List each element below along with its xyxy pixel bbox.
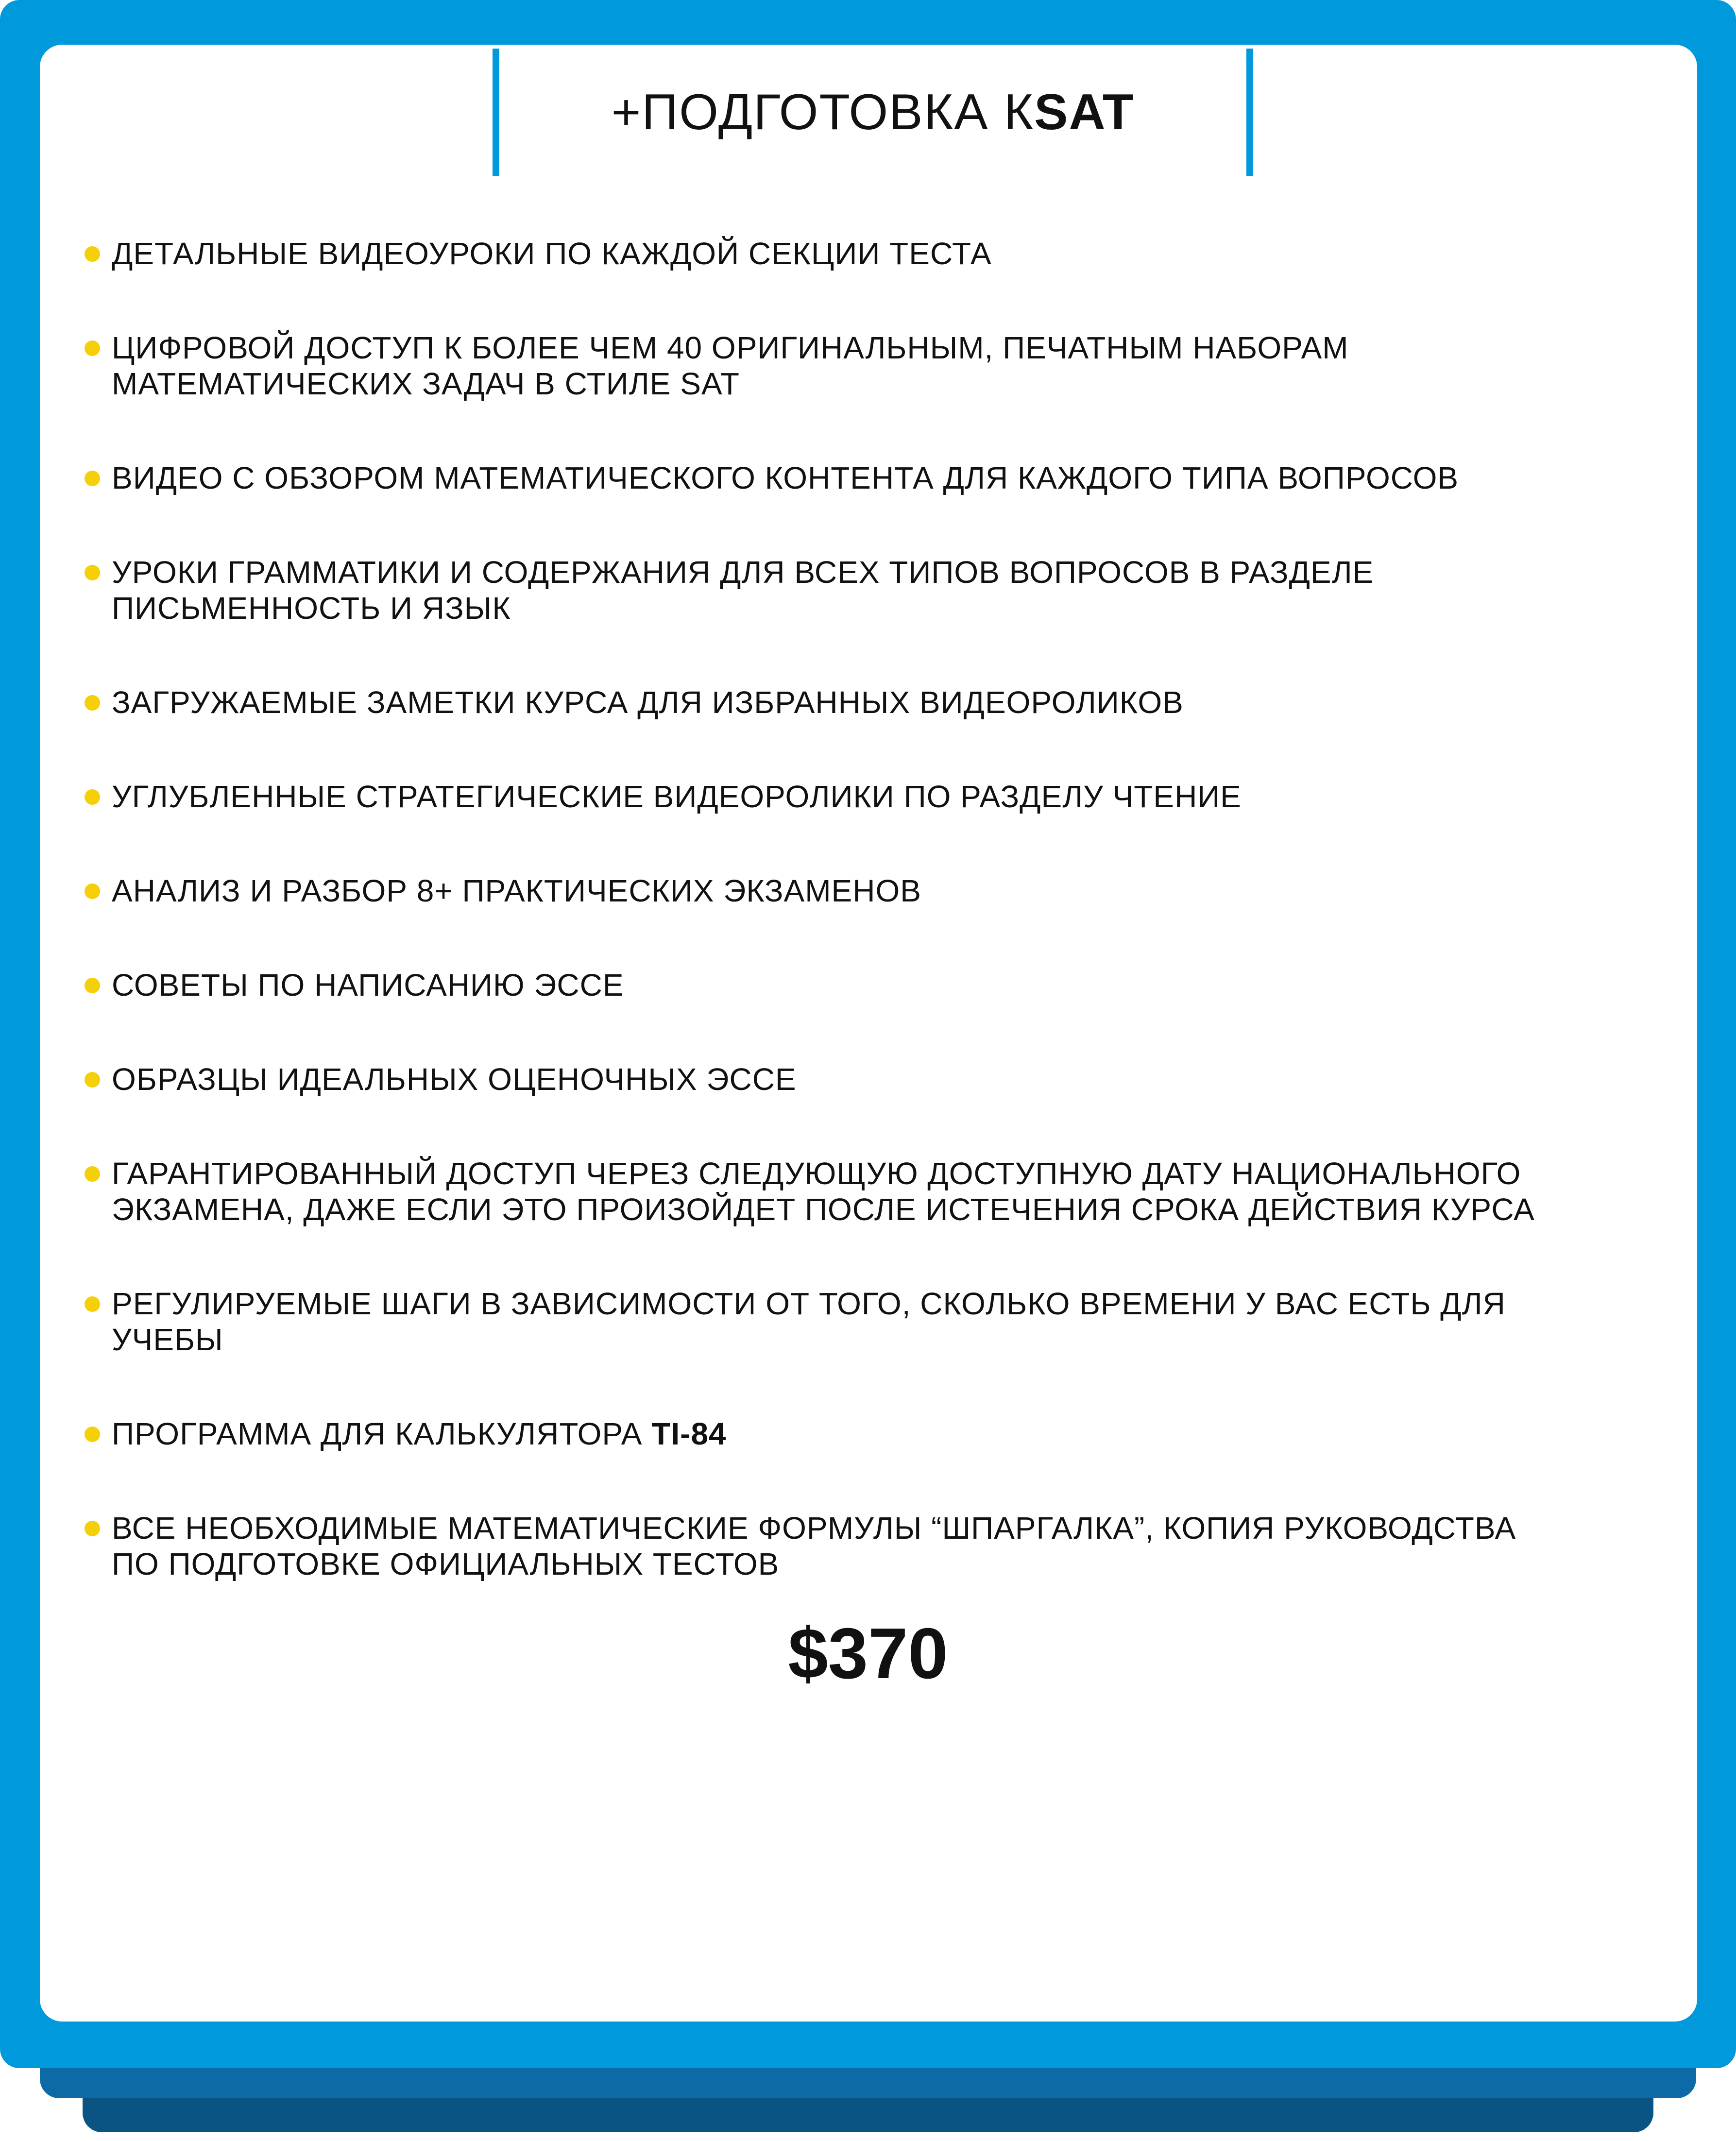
bullet-dot-icon — [85, 884, 100, 899]
feature-item — [83, 873, 1564, 945]
feature-item — [83, 236, 1564, 307]
feature-item — [83, 1416, 1564, 1488]
bullet-dot-icon — [85, 471, 100, 486]
bullet-dot-icon — [85, 1427, 100, 1442]
feature-text: ЦИФРОВОЙ ДОСТУП К БОЛЕЕ ЧЕМ 40 ОРИГИНАЛЬНЫМ, ПЕЧАТНЫМ НАБОРАМ МАТЕМАТИЧЕСКИХ ЗАДАЧ В СТИЛЕ SAT — [112, 330, 1349, 401]
title-divider-right — [1246, 49, 1253, 176]
feature-list — [83, 236, 1564, 1640]
plan-title — [499, 49, 1246, 176]
bullet-dot-icon — [85, 1296, 100, 1312]
feature-text: УРОКИ ГРАММАТИКИ И СОДЕРЖАНИЯ ДЛЯ ВСЕХ ТИПОВ ВОПРОСОВ В РАЗДЕЛЕ ПИСЬМЕННОСТЬ И ЯЗЫК — [112, 555, 1374, 626]
title-divider-left — [493, 49, 499, 176]
feature-item — [83, 1061, 1564, 1133]
bullet-dot-icon — [85, 695, 100, 711]
feature-item — [83, 460, 1564, 532]
feature-text: ОБРАЗЦЫ ИДЕАЛЬНЫХ ОЦЕНОЧНЫХ ЭССЕ — [112, 1062, 797, 1097]
feature-text: ПРОГРАММА ДЛЯ КАЛЬКУЛЯТОРА — [112, 1416, 652, 1451]
feature-text-bold: TI-84 — [651, 1416, 727, 1451]
bullet-dot-icon — [85, 340, 100, 356]
bullet-dot-icon — [85, 978, 100, 993]
feature-text: ДЕТАЛЬНЫЕ ВИДЕОУРОКИ ПО КАЖДОЙ СЕКЦИИ ТЕСТА — [112, 236, 992, 271]
feature-text: ЗАГРУЖАЕМЫЕ ЗАМЕТКИ КУРСА ДЛЯ ИЗБРАННЫХ ВИДЕОРОЛИКОВ — [112, 685, 1184, 720]
feature-item — [83, 1155, 1564, 1263]
bullet-dot-icon — [85, 1166, 100, 1182]
plan-title-prefix: +ПОДГОТОВКА К — [611, 84, 1035, 140]
feature-item — [83, 554, 1564, 662]
feature-item — [83, 1510, 1564, 1618]
bullet-dot-icon — [85, 1072, 100, 1087]
bullet-dot-icon — [85, 789, 100, 805]
feature-text: УГЛУБЛЕННЫЕ СТРАТЕГИЧЕСКИЕ ВИДЕОРОЛИКИ ПО РАЗДЕЛУ ЧТЕНИЕ — [112, 779, 1242, 814]
feature-item — [83, 330, 1564, 438]
feature-text: СОВЕТЫ ПО НАПИСАНИЮ ЭССЕ — [112, 968, 624, 1003]
feature-item — [83, 779, 1564, 850]
plan-title-bold: SAT — [1034, 84, 1135, 140]
feature-item — [83, 684, 1564, 756]
feature-item — [83, 967, 1564, 1039]
bullet-dot-icon — [85, 246, 100, 262]
feature-text: ВИДЕО С ОБЗОРОМ МАТЕМАТИЧЕСКОГО КОНТЕНТА ДЛЯ КАЖДОГО ТИПА ВОПРОСОВ — [112, 460, 1459, 495]
feature-text: ГАРАНТИРОВАННЫЙ ДОСТУП ЧЕРЕЗ СЛЕДУЮЩУЮ ДОСТУПНУЮ ДАТУ НАЦИОНАЛЬНОГО ЭКЗАМЕНА, ДАЖЕ ЕСЛИ ЭТО ПРОИЗОЙДЕТ ПОСЛЕ ИСТЕЧЕНИЯ СРОКА ДЕЙСТВИЯ КУРСА — [112, 1156, 1535, 1227]
feature-text: АНАЛИЗ И РАЗБОР 8+ ПРАКТИЧЕСКИХ ЭКЗАМЕНОВ — [112, 873, 921, 908]
feature-text: РЕГУЛИРУЕМЫЕ ШАГИ В ЗАВИСИМОСТИ ОТ ТОГО, СКОЛЬКО ВРЕМЕНИ У ВАС ЕСТЬ ДЛЯ УЧЕБЫ — [112, 1286, 1506, 1357]
price: $370 — [788, 1614, 948, 1694]
bullet-dot-icon — [85, 565, 100, 580]
feature-text: ВСЕ НЕОБХОДИМЫЕ МАТЕМАТИЧЕСКИЕ ФОРМУЛЫ “ШПАРГАЛКА”, КОПИЯ РУКОВОДСТВА ПО ПОДГОТОВКЕ ОФИЦИАЛЬНЫХ ТЕСТОВ — [112, 1511, 1516, 1581]
feature-item — [83, 1286, 1564, 1393]
bullet-dot-icon — [85, 1521, 100, 1536]
